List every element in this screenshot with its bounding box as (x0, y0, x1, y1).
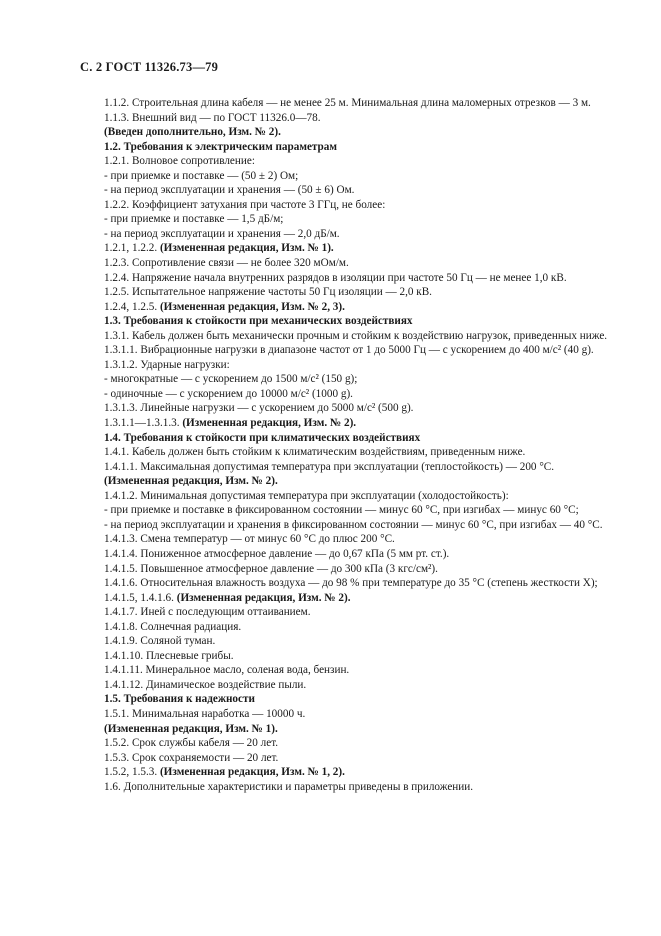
amendment-note: (Измененная редакция, Изм. № 2, 3). (157, 300, 345, 313)
paragraph (80, 241, 616, 256)
paragraph-text: - при приемке и поставке — 1,5 дБ/м; (104, 213, 284, 226)
paragraph (80, 96, 616, 111)
paragraph-text: (Введен дополнительно, Изм. № 2). (104, 126, 281, 139)
paragraph-text: 1.2. Требования к электрическим параметрам (104, 140, 337, 153)
paragraph (80, 634, 616, 649)
paragraph-text: 1.4.1.10. Плесневые грибы. (104, 649, 234, 662)
paragraph-text: 1.4.1.7. Иней с последующим оттаиванием. (104, 606, 311, 619)
paragraph-text: 1.6. Дополнительные характеристики и параметры приведены в приложении. (104, 780, 474, 793)
paragraph (80, 591, 616, 606)
paragraph-text: 1.2.1, 1.2.2. (104, 242, 158, 255)
paragraph-text: 1.2.3. Сопротивление связи — не более 320 мОм/м. (104, 257, 349, 270)
paragraph (80, 503, 616, 518)
paragraph (80, 532, 616, 547)
paragraph-text: 1.3.1.3. Линейные нагрузки — с ускорением до 5000 м/с² (500 g). (104, 402, 414, 415)
paragraph (80, 358, 616, 373)
paragraph (80, 445, 616, 460)
paragraph (80, 474, 616, 489)
paragraph (80, 649, 616, 664)
paragraph (80, 707, 616, 722)
paragraph-text: 1.3.1.1. Вибрационные нагрузки в диапазоне частот от 1 до 5000 Гц — с ускорением до 400 м/с² (40 g). (104, 344, 594, 357)
paragraph-text: 1.2.2. Коэффициент затухания при частоте 3 ГГц, не более: (104, 198, 386, 211)
paragraph-text: - одиночные — с ускорением до 10000 м/с² (1000 g). (104, 387, 353, 400)
paragraph-text: 1.5.3. Срок сохраняемости — 20 лет. (104, 751, 279, 764)
paragraph-text: 1.4.1.5. Повышенное атмосферное давление — до 300 кПа (3 кгс/см²). (104, 562, 438, 575)
paragraph (80, 518, 616, 533)
amendment-note: (Измененная редакция, Изм. № 1, 2). (157, 766, 345, 779)
paragraph-text: - на период эксплуатации и хранения в фиксированном состоянии — минус 60 °С, при изгибах — 40 °С. (104, 518, 603, 531)
paragraph-text: 1.3.1.2. Ударные нагрузки: (104, 358, 230, 371)
paragraph-text: (Измененная редакция, Изм. № 1). (104, 722, 278, 735)
page-header: С. 2 ГОСТ 11326.73—79 (80, 60, 219, 74)
paragraph-text: - на период эксплуатации и хранения — 2,0 дБ/м. (104, 227, 340, 240)
paragraph-text: 1.4.1. Кабель должен быть стойким к климатическим воздействиям, приведенным ниже. (104, 446, 526, 459)
paragraph-text: (Измененная редакция, Изм. № 2). (104, 475, 278, 488)
paragraph-text: 1.3.1.1—1.3.1.3. (104, 417, 180, 430)
paragraph-text: 1.4.1.3. Смена температур — от минус 60 °С до плюс 200 °С. (104, 533, 395, 546)
paragraph (80, 140, 616, 155)
paragraph (80, 401, 616, 416)
paragraph-text: 1.4.1.2. Минимальная допустимая температура при эксплуатации (холодостойкость): (104, 489, 509, 502)
paragraph (80, 489, 616, 504)
paragraph-text: 1.5.2. Срок службы кабеля — 20 лет. (104, 737, 279, 750)
paragraph (80, 111, 616, 126)
paragraph-text: 1.2.5. Испытательное напряжение частоты 50 Гц изоляции — 2,0 кВ. (104, 286, 432, 299)
paragraph-text: 1.5.2, 1.5.3. (104, 766, 158, 779)
paragraph-text: 1.4.1.11. Минеральное масло, соленая вода, бензин. (104, 664, 350, 677)
paragraph (80, 416, 616, 431)
paragraph-text: - при приемке и поставке в фиксированном состоянии — минус 60 °С, при изгибах — минус 60 °С; (104, 504, 579, 517)
paragraph-text: 1.2.1. Волновое сопротивление: (104, 155, 255, 168)
paragraph (80, 256, 616, 271)
paragraph-text: 1.1.2. Строительная длина кабеля — не менее 25 м. Минимальная длина маломерных отрезков — 3 м. (104, 97, 591, 109)
document-body (80, 96, 616, 794)
paragraph (80, 460, 616, 475)
paragraph-text: 1.4.1.6. Относительная влажность воздуха — до 98 % при температуре до 35 °С (степень жесткости X); (104, 577, 598, 590)
paragraph (80, 765, 616, 780)
paragraph (80, 751, 616, 766)
paragraph (80, 562, 616, 577)
paragraph-text: 1.4.1.12. Динамическое воздействие пыли. (104, 678, 307, 691)
paragraph-text: 1.3. Требования к стойкости при механических воздействиях (104, 315, 413, 328)
paragraph (80, 387, 616, 402)
paragraph (80, 620, 616, 635)
paragraph-text: 1.4.1.5, 1.4.1.6. (104, 591, 174, 604)
paragraph-text: 1.4. Требования к стойкости при климатических воздействиях (104, 431, 421, 444)
paragraph (80, 300, 616, 315)
paragraph (80, 329, 616, 344)
paragraph (80, 780, 616, 795)
paragraph-text: 1.2.4, 1.2.5. (104, 300, 158, 313)
paragraph (80, 736, 616, 751)
paragraph-text: 1.4.1.8. Солнечная радиация. (104, 620, 242, 633)
paragraph-text: 1.2.4. Напряжение начала внутренних разрядов в изоляции при частоте 50 Гц — не менее 1,0 кВ. (104, 271, 567, 284)
paragraph (80, 183, 616, 198)
amendment-note: (Измененная редакция, Изм. № 2). (179, 417, 357, 430)
paragraph (80, 343, 616, 358)
paragraph-text: 1.4.1.9. Соляной туман. (104, 635, 216, 648)
paragraph (80, 314, 616, 329)
paragraph-text: 1.5. Требования к надежности (104, 693, 255, 706)
paragraph-text: 1.4.1.4. Пониженное атмосферное давление — до 0,67 кПа (5 мм рт. ст.). (104, 547, 450, 560)
paragraph (80, 169, 616, 184)
paragraph (80, 125, 616, 140)
paragraph (80, 212, 616, 227)
paragraph-text: 1.4.1.1. Максимальная допустимая температура при эксплуатации (теплостойкость) — 200 °С. (104, 460, 555, 473)
paragraph (80, 198, 616, 213)
paragraph (80, 547, 616, 562)
paragraph (80, 605, 616, 620)
paragraph (80, 576, 616, 591)
amendment-note: (Измененная редакция, Изм. № 2). (173, 591, 351, 604)
paragraph (80, 154, 616, 169)
paragraph (80, 722, 616, 737)
paragraph-text: - на период эксплуатации и хранения — (50 ± 6) Ом. (104, 184, 355, 197)
paragraph (80, 271, 616, 286)
paragraph-text: 1.1.3. Внешний вид — по ГОСТ 11326.0—78. (104, 111, 321, 124)
paragraph (80, 678, 616, 693)
paragraph-text: 1.5.1. Минимальная наработка — 10000 ч. (104, 707, 306, 720)
paragraph-text: - при приемке и поставке — (50 ± 2) Ом; (104, 169, 299, 182)
paragraph (80, 692, 616, 707)
amendment-note: (Измененная редакция, Изм. № 1). (157, 242, 334, 255)
paragraph (80, 663, 616, 678)
paragraph (80, 431, 616, 446)
paragraph-text: 1.3.1. Кабель должен быть механически прочным и стойким к воздействию нагрузок, приведенных ниже. (104, 329, 608, 342)
paragraph (80, 372, 616, 387)
paragraph-text: - многократные — с ускорением до 1500 м/с² (150 g); (104, 373, 358, 386)
paragraph (80, 227, 616, 242)
paragraph (80, 285, 616, 300)
